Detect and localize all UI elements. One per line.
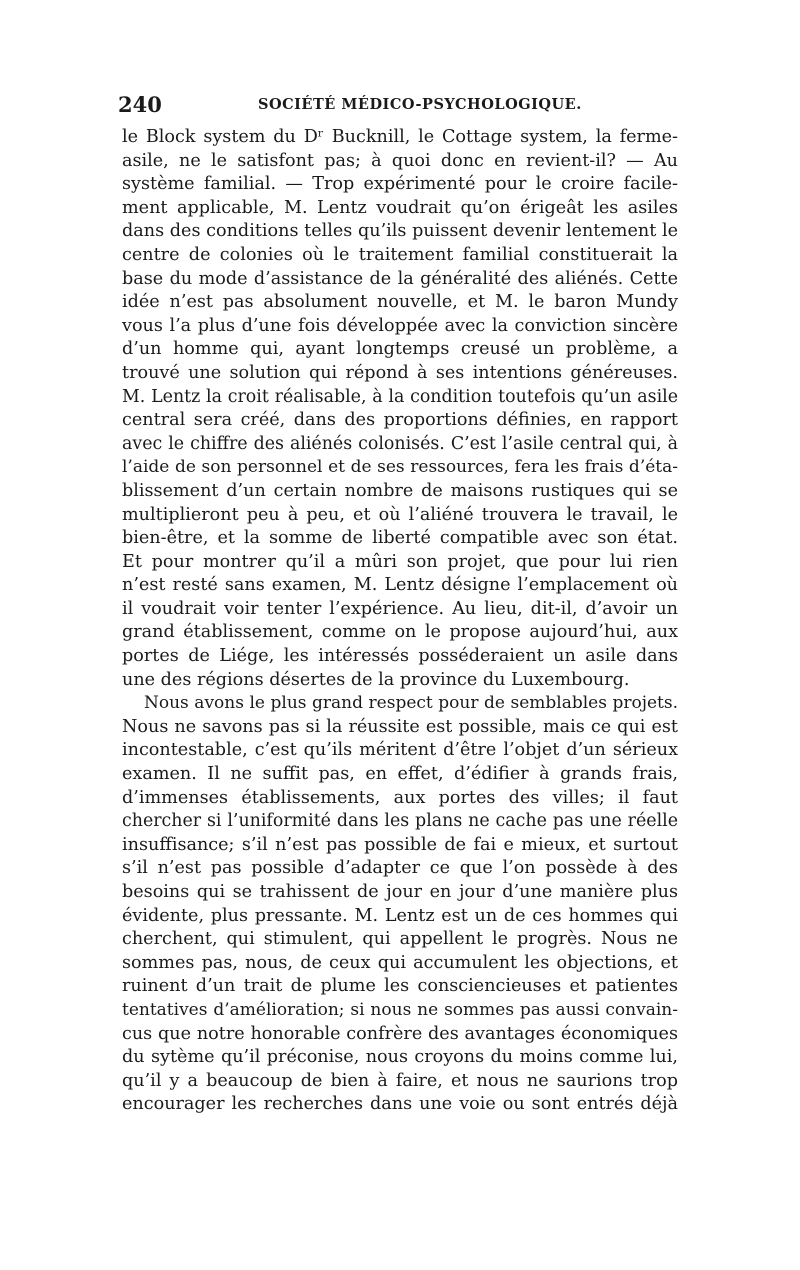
text-line: qu’il y a beaucoup de bien à faire, et nous ne saurions trop — [122, 1070, 678, 1091]
text-line: ment applicable, M. Lentz voudrait qu’on érigeât les asiles — [122, 197, 678, 218]
text-line: Nous ne savons pas si la réussite est possible, mais ce qui est — [122, 716, 678, 737]
text-line: asile, ne le satisfont pas; à quoi donc en revient-il? — Au — [122, 150, 678, 171]
text-line: bien-être, et la somme de liberté compatible avec son état. — [122, 528, 678, 549]
text-line: blissement d’un certain nombre de maisons rustiques qui se — [122, 480, 678, 501]
text-line: M. Lentz la croit réalisable, à la condition toutefois qu’un asile — [122, 386, 678, 407]
text-line: avec le chiffre des aliénés colonisés. C’est l’asile central qui, à — [122, 433, 678, 454]
text-line: chercher si l’uniformité dans les plans ne cache pas une réelle — [122, 811, 678, 832]
page-number: 240 — [118, 92, 162, 117]
text-line: du sytème qu’il préconise, nous croyons du moins comme lui, — [122, 1047, 678, 1068]
text-line: central sera créé, dans des proportions définies, en rapport — [122, 410, 678, 431]
text-line: dans des conditions telles qu’ils puissent devenir lentement le — [122, 221, 678, 242]
text-line: évidente, plus pressante. M. Lentz est un de ces hommes qui — [122, 905, 678, 926]
text-line: d’immenses établissements, aux portes des villes; il faut — [122, 787, 678, 808]
text-line: l’aide de son personnel et de ses ressources, fera les frais d’éta- — [122, 457, 678, 478]
text-line: Et pour montrer qu’il a mûri son projet, que pour lui rien — [122, 551, 678, 572]
text-line: idée n’est pas absolument nouvelle, et M. le baron Mundy — [122, 292, 678, 313]
text-line: il voudrait voir tenter l’expérience. Au lieu, dit-il, d’avoir un — [122, 598, 678, 619]
text-line: vous l’a plus d’une fois développée avec la conviction sincère — [122, 315, 678, 336]
text-line: multiplieront peu à peu, et où l’aliéné trouvera le travail, le — [122, 504, 678, 525]
text-line: ruinent d’un trait de plume les consciencieuses et patientes — [122, 976, 678, 997]
text-line: Nous avons le plus grand respect pour de semblables projets. — [144, 693, 678, 714]
text-line: une des régions désertes de la province du Luxembourg. — [122, 669, 630, 690]
text-line: insuffisance; s’il n’est pas possible de fai e mieux, et surtout — [122, 834, 678, 855]
text-line: trouvé une solution qui répond à ses intentions généreuses. — [122, 362, 678, 383]
text-line: s’il n’est pas possible d’adapter ce que l’on possède à des — [122, 858, 678, 879]
text-line: le Block system du Dʳ Bucknill, le Cottage system, la ferme- — [122, 127, 678, 147]
text-line: cus que notre honorable confrère des avantages économiques — [122, 1023, 678, 1044]
running-title: SOCIÉTÉ MÉDICO-PSYCHOLOGIQUE. — [258, 96, 582, 113]
text-line: incontestable, c’est qu’ils méritent d’être l’objet d’un sérieux — [122, 740, 678, 761]
text-line: sommes pas, nous, de ceux qui accumulent les objections, et — [122, 952, 678, 973]
text-line: n’est resté sans examen, M. Lentz désigne l’emplacement où — [122, 575, 678, 596]
text-line: centre de colonies où le traitement familial constituerait la — [122, 244, 678, 265]
text-line: examen. Il ne suffit pas, en effet, d’édifier à grands frais, — [122, 764, 678, 785]
text-line: cherchent, qui stimulent, qui appellent le progrès. Nous ne — [122, 929, 678, 950]
body-text — [122, 126, 678, 1117]
text-line: système familial. — Trop expérimenté pour le croire facile- — [122, 174, 678, 195]
text-line: tentatives d’amélioration; si nous ne sommes pas aussi convain- — [122, 999, 678, 1020]
text-line: besoins qui se trahissent de jour en jour d’une manière plus — [122, 882, 678, 902]
running-head — [118, 92, 678, 122]
text-line: portes de Liége, les intéressés posséderaient un asile dans — [122, 646, 678, 667]
text-line: grand établissement, comme on le propose aujourd’hui, aux — [122, 622, 678, 643]
text-line: base du mode d’assistance de la généralité des aliénés. Cette — [122, 268, 678, 289]
text-line: d’un homme qui, ayant longtemps creusé un problème, a — [122, 339, 678, 360]
text-line: encourager les recherches dans une voie ou sont entrés déjà — [122, 1094, 678, 1115]
